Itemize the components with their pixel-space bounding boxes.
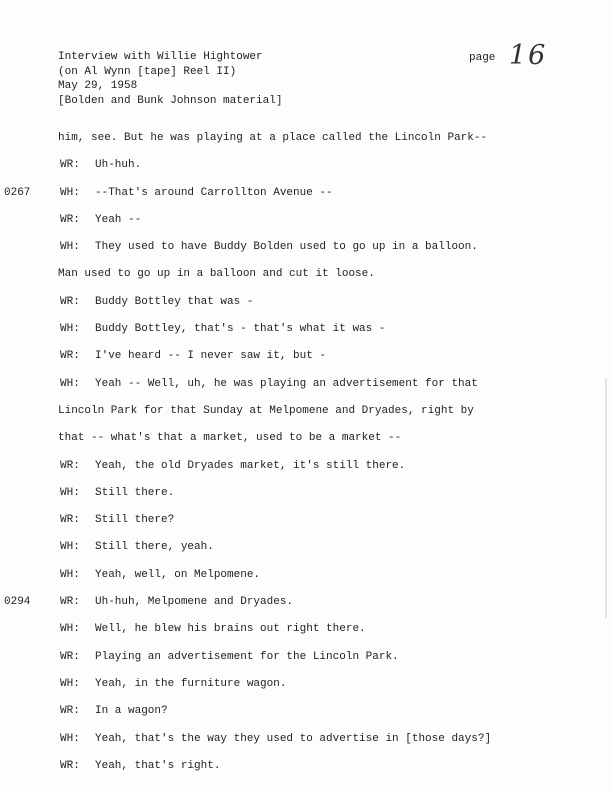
speaker-label: WR: [60, 596, 80, 609]
speaker-label: WH: [60, 568, 80, 581]
line-text: --That's around Carrollton Avenue -- [95, 186, 333, 199]
line-text: Buddy Bottley, that's - that's what it was - [95, 323, 386, 336]
transcript-line [0, 322, 612, 349]
line-text: Man used to go up in a balloon and cut it loose. [58, 268, 375, 281]
line-text: Still there, yeah. [95, 541, 214, 554]
transcript-line [0, 158, 612, 185]
line-text: Yeah, well, on Melpomene. [95, 568, 261, 581]
transcript-line [0, 240, 612, 267]
speaker-label: WH: [60, 623, 80, 636]
speaker-label: WR: [60, 514, 80, 527]
transcript-line [0, 349, 612, 376]
transcript-line [0, 377, 612, 404]
header-title: Interview with Willie Hightower [58, 51, 263, 63]
page-number-handwritten: 16 [509, 40, 548, 71]
transcript-line [0, 267, 612, 294]
line-text: Yeah -- [95, 213, 142, 226]
line-text: Yeah, the old Dryades market, it's still there. [95, 459, 406, 472]
transcript-line [0, 704, 612, 731]
speaker-label: WH: [60, 732, 80, 745]
line-text: I've heard -- I never saw it, but - [95, 350, 327, 363]
transcript-line [0, 540, 612, 567]
speaker-label: WR: [60, 759, 80, 772]
line-text: that -- what's that a market, used to be a market -- [58, 432, 402, 445]
speaker-label: WR: [60, 459, 80, 472]
line-text: Yeah, that's right. [95, 759, 221, 772]
speaker-label: WR: [60, 650, 80, 663]
transcript-line [0, 677, 612, 704]
speaker-label: WH: [60, 186, 80, 199]
transcript-line [0, 295, 612, 322]
header-tape: (on Al Wynn [tape] Reel II) [58, 65, 237, 78]
line-text: Buddy Bottley that was - [95, 295, 254, 308]
line-text: Yeah -- Well, uh, he was playing an advertisement for that [95, 377, 478, 390]
line-text: him, see. But he was playing at a place called the Lincoln Park-- [58, 132, 488, 144]
tape-counter: 0294 [4, 596, 31, 609]
line-text: Uh-huh, Melpomene and Dryades. [95, 596, 294, 609]
line-text: Uh-huh. [95, 159, 142, 172]
transcript-line [0, 486, 612, 513]
speaker-label: WH: [60, 486, 80, 499]
speaker-label: WR: [60, 705, 80, 718]
speaker-label: WH: [60, 677, 80, 690]
interview-header [58, 50, 282, 108]
transcript-line [0, 568, 612, 595]
transcript-line [0, 186, 612, 213]
line-text: Still there. [95, 486, 175, 499]
line-text: They used to have Buddy Bolden used to go up in a balloon. [95, 241, 478, 254]
header-subject: [Bolden and Bunk Johnson material] [58, 94, 283, 107]
transcript-line [0, 213, 612, 240]
transcript-line [0, 759, 612, 786]
line-text: Yeah, that's the way they used to advertise in [those days?] [95, 732, 492, 745]
speaker-label: WR: [60, 295, 80, 308]
speaker-label: WR: [60, 350, 80, 363]
speaker-label: WH: [60, 377, 80, 390]
header-date: May 29, 1958 [58, 80, 138, 92]
transcript-line [0, 513, 612, 540]
line-text: Playing an advertisement for the Lincoln Park. [95, 650, 399, 663]
line-text: Well, he blew his brains out right there. [95, 623, 366, 636]
line-text: In a wagon? [95, 705, 168, 718]
transcript-line [0, 595, 612, 622]
speaker-label: WR: [60, 159, 80, 172]
speaker-label: WH: [60, 241, 80, 254]
transcript-line [0, 131, 612, 158]
transcript-line [0, 404, 612, 431]
transcript-line [0, 459, 612, 486]
transcript-line [0, 732, 612, 759]
transcript-line [0, 650, 612, 677]
transcript-line [0, 431, 612, 458]
speaker-label: WH: [60, 323, 80, 336]
speaker-label: WH: [60, 541, 80, 554]
line-text: Yeah, in the furniture wagon. [95, 677, 287, 690]
transcript-line [0, 622, 612, 649]
transcript-body [0, 131, 612, 786]
line-text: Lincoln Park for that Sunday at Melpomene and Dryades, right by [58, 404, 474, 417]
page-label: page [469, 52, 496, 64]
tape-counter: 0267 [4, 186, 31, 199]
line-text: Still there? [95, 514, 175, 527]
scan-edge-mark [605, 378, 607, 618]
speaker-label: WR: [60, 213, 80, 226]
